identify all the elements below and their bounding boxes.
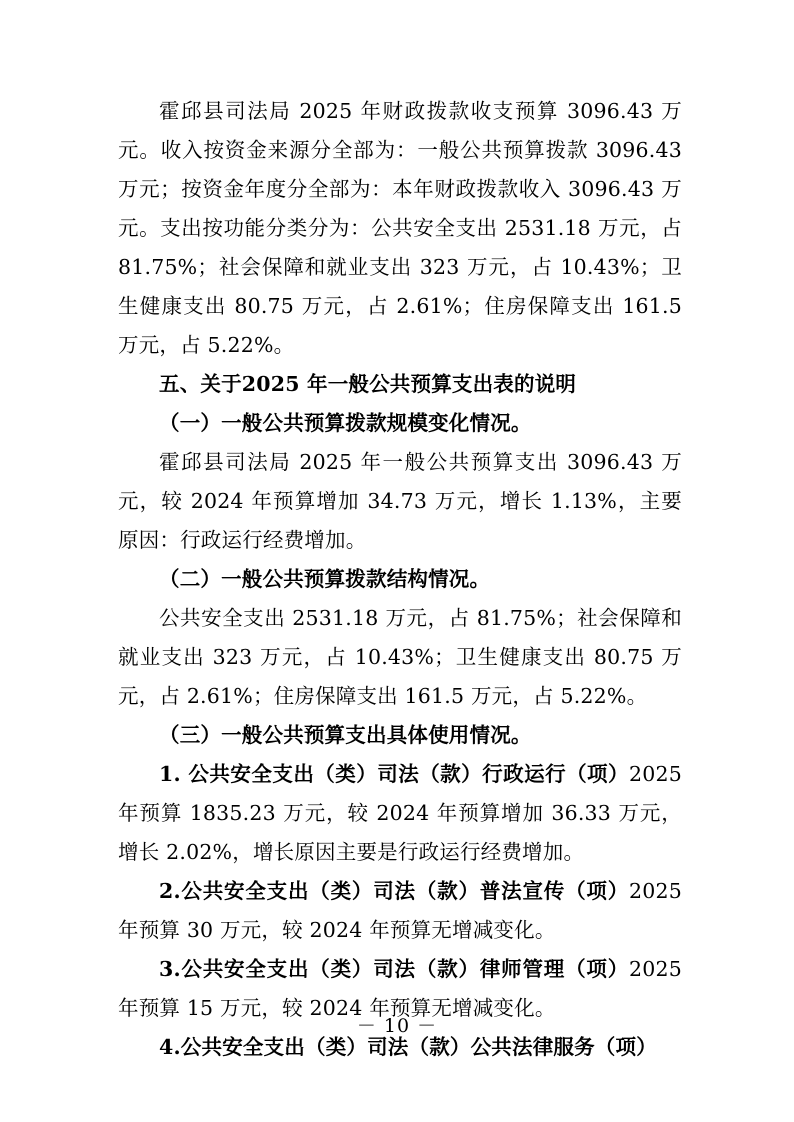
paragraph-budget-overview: 霍邱县司法局 2025 年财政拨款收支预算 3096.43 万元。收入按资金来源分全部为：一般公共预算拨款 3096.43 万元；按资金年度分全部为：本年财政拨款收入 3096.43 万元。支出按功能分类分为：公共安全支出 2531.18 万元，占 81.75%；社会保障和就业支出 323 万元，占 10.43%；卫生健康支出 80.75 万元，占 2.61%；住房保障支出 161.5 万元，占 5.22%。 bbox=[118, 99, 682, 357]
list-item-3-rest: 2025 年预算 15 万元，较 2024 年预算无增减变化。 bbox=[118, 957, 682, 1020]
subsection-heading-three: （三）一般公共预算支出具体使用情况。 bbox=[159, 723, 532, 747]
paragraph-scale-change: 霍邱县司法局 2025 年一般公共预算支出 3096.43 万元，较 2024 年预算增加 34.73 万元，增长 1.13%，主要原因：行政运行经费增加。 bbox=[118, 450, 682, 552]
list-item-1 bbox=[118, 755, 682, 872]
list-item-1-lead: 1. 公共安全支出（类）司法（款）行政运行（项） bbox=[159, 762, 630, 786]
section-heading-five: 五、关于2025 年一般公共预算支出表的说明 bbox=[159, 372, 577, 396]
list-item-3-lead: 3.公共安全支出（类）司法（款）律师管理（项） bbox=[159, 957, 630, 981]
page-number: － 10 － bbox=[356, 1015, 438, 1037]
subsection-heading-two: （二）一般公共预算拨款结构情况。 bbox=[159, 567, 491, 591]
list-item-2-rest: 2025 年预算 30 万元，较 2024 年预算无增减变化。 bbox=[118, 879, 682, 942]
document-body bbox=[118, 92, 682, 1067]
list-item-4-lead: 4.公共安全支出（类）司法（款）公共法律服务（项） bbox=[159, 1035, 657, 1059]
list-item-2 bbox=[118, 872, 682, 950]
list-item-2-lead: 2.公共安全支出（类）司法（款）普法宣传（项） bbox=[159, 879, 630, 903]
list-item-1-rest: 2025 年预算 1835.23 万元，较 2024 年预算增加 36.33 万元，增长 2.02%，增长原因主要是行政运行经费增加。 bbox=[118, 762, 682, 864]
paragraph-structure: 公共安全支出 2531.18 万元，占 81.75%；社会保障和就业支出 323 万元，占 10.43%；卫生健康支出 80.75 万元，占 2.61%；住房保障支出 161.5 万元，占 5.22%。 bbox=[118, 606, 682, 708]
subsection-heading-one: （一）一般公共预算拨款规模变化情况。 bbox=[159, 411, 532, 435]
